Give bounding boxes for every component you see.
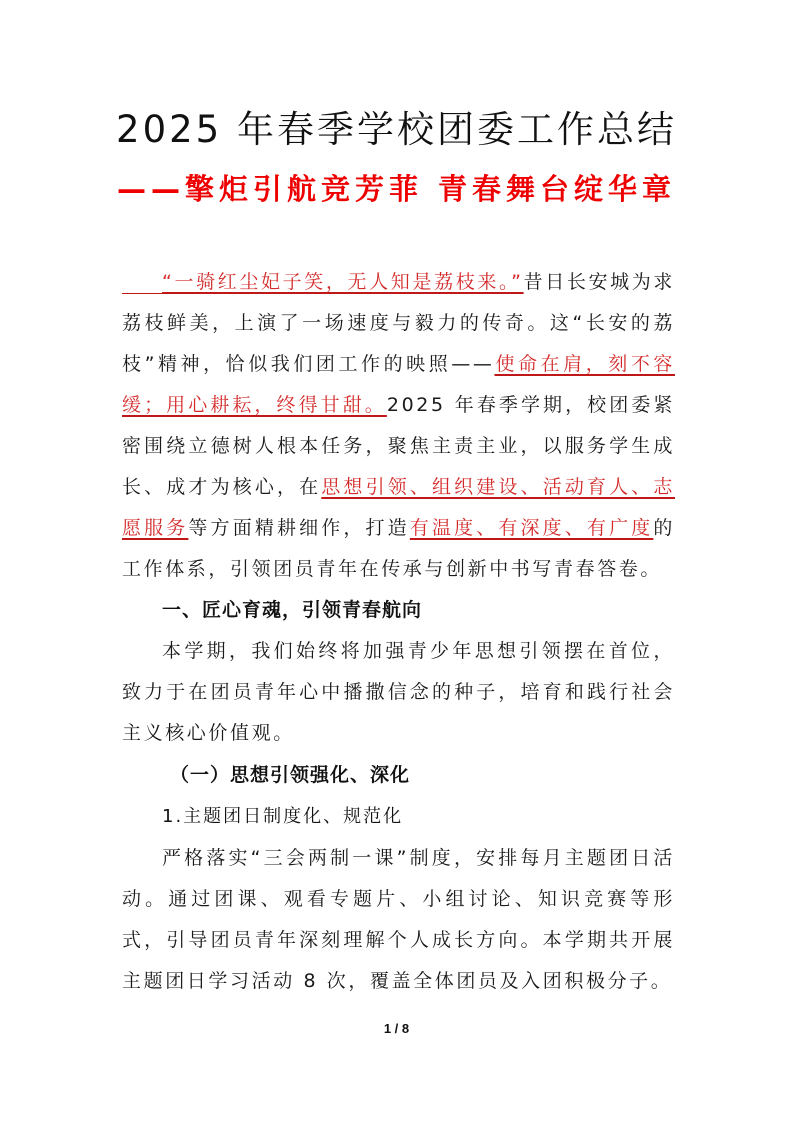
subsection-heading: （一）思想引领强化、深化 [170, 764, 411, 786]
page-number: 1 / 8 [383, 1021, 410, 1036]
underline-lead [122, 292, 162, 294]
emphasis-text: 使命在肩，刻不容缓；用心耕耘，终得甘甜。 [122, 353, 675, 416]
intro-paragraph [122, 262, 675, 590]
body-text: 等方面精耕细作，打造 [188, 517, 410, 539]
document-body [122, 262, 675, 1002]
item-heading: 1.主题团日制度化、规范化 [162, 806, 404, 827]
section-heading: 一、匠心育魂，引领青春航向 [162, 599, 423, 621]
emphasis-text: “一骑红尘妃子笑，无人知是荔枝来。” [162, 271, 524, 293]
item-paragraph: 严格落实“三会两制一课”制度，安排每月主题团日活动。通过团课、观看专题片、小组讨论、知识竞赛等形式，引导团员青年深刻理解个人成长方向。本学期共开展主题团日学习活动 8 次，覆盖全体团员及入团积极分子。 [122, 847, 675, 992]
body-text: 昔日长安城为求荔枝鲜美，上演了一场速度与毅力的传奇。这“长安的荔枝”精神，恰似我们团工作的映照—— [122, 271, 675, 375]
document-title: 2025 年春季学校团委工作总结 [116, 108, 677, 151]
emphasis-text: 思想引领、组织建设、活动育人、志愿服务 [122, 476, 675, 539]
section-paragraph: 本学期，我们始终将加强青少年思想引领摆在首位，致力于在团员青年心中播撒信念的种子，培育和践行社会主义核心价值观。 [122, 640, 675, 744]
emphasis-text: 有温度、有深度、有广度 [409, 517, 654, 539]
body-text: 的工作体系，引领团员青年在传承与创新中书写青春答卷。 [122, 517, 675, 580]
body-text: 2025 年春季学期，校团委紧密围绕立德树人根本任务，聚焦主责主业，以服务学生成长、成才为核心，在 [122, 394, 675, 498]
document-subtitle: ——擎炬引航竞芳菲 青春舞台绽华章 [116, 172, 677, 206]
